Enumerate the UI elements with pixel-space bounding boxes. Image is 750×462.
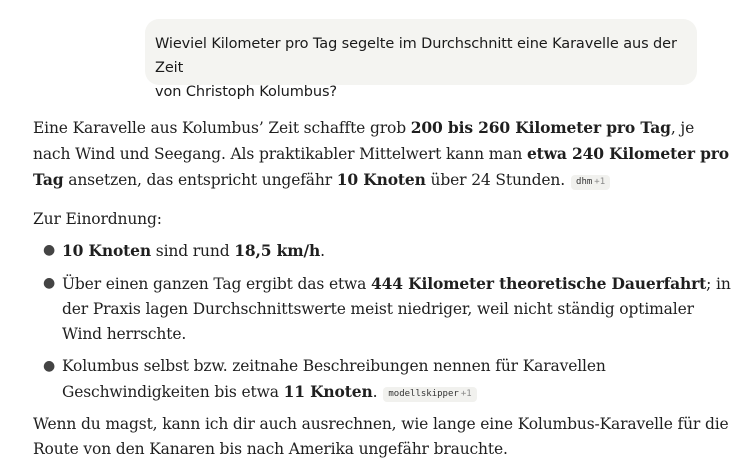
answer-bold-knots: 10 Knoten <box>336 170 426 189</box>
answer-text: ansetzen, das entspricht ungefähr <box>63 171 337 189</box>
bullet-bold: 444 Kilometer theoretische Dauerfahrt <box>371 274 707 293</box>
bullet-text: ; in der Praxis lagen Durchschnittswerte meist niedriger, weil nicht ständig optimaler Wind herrschte. <box>62 275 731 343</box>
bullet-bold: 10 Knoten <box>62 241 151 260</box>
answer-paragraph-2: Zur Einordnung: <box>33 210 162 228</box>
user-message-line-2: von Christoph Kolumbus? <box>155 84 338 100</box>
bullet-icon: ● <box>43 275 56 291</box>
bullet-bold: 18,5 km/h <box>234 241 321 260</box>
bullet-text: . <box>320 242 325 260</box>
bullet-text: Über einen ganzen Tag ergibt das etwa <box>62 275 372 293</box>
citation-label: modellskipper <box>388 389 459 399</box>
bullet-icon: ● <box>43 242 56 258</box>
assistant-answer <box>33 115 733 462</box>
answer-text: , je nach Wind und Seegang. Als praktikabler Mittelwert kann man <box>33 119 695 163</box>
citation-chip-modellskipper[interactable] <box>383 387 476 402</box>
citation-more-count: +1 <box>460 389 472 399</box>
answer-text: Eine Karavelle aus Kolumbus’ Zeit schaffte grob <box>33 119 411 137</box>
bullet-bold: 11 Knoten <box>283 382 373 401</box>
list-item <box>33 238 733 264</box>
answer-text: über 24 Stunden. <box>425 171 566 189</box>
citation-label: dhm <box>576 177 593 187</box>
bullet-text: Kolumbus selbst bzw. zeitnahe Beschreibungen nennen für Karavellen Geschwindigkeiten bis etwa <box>62 357 606 401</box>
answer-paragraph-1 <box>33 115 733 193</box>
bullet-text: . <box>372 383 378 401</box>
bullet-icon: ● <box>43 358 56 374</box>
answer-bold-average: etwa 240 Kilometer pro Tag <box>33 144 729 189</box>
citation-more-count: +1 <box>594 177 606 187</box>
user-message-line-1: Wieviel Kilometer pro Tag segelte im Durchschnitt eine Karavelle aus der Zeit <box>155 36 677 76</box>
answer-bullet-list <box>33 238 733 405</box>
list-item <box>33 271 733 347</box>
citation-chip-dhm[interactable] <box>571 175 610 190</box>
list-item <box>33 354 733 405</box>
answer-paragraph-3: Wenn du magst, kann ich dir auch ausrechnen, wie lange eine Kolumbus-Karavelle für die Route von den Kanaren bis nach Amerika ungefähr brauchte. <box>33 415 729 458</box>
answer-bold-range: 200 bis 260 Kilometer pro Tag <box>410 118 671 137</box>
user-message-bubble <box>145 19 697 100</box>
bullet-text: sind rund <box>151 242 235 260</box>
